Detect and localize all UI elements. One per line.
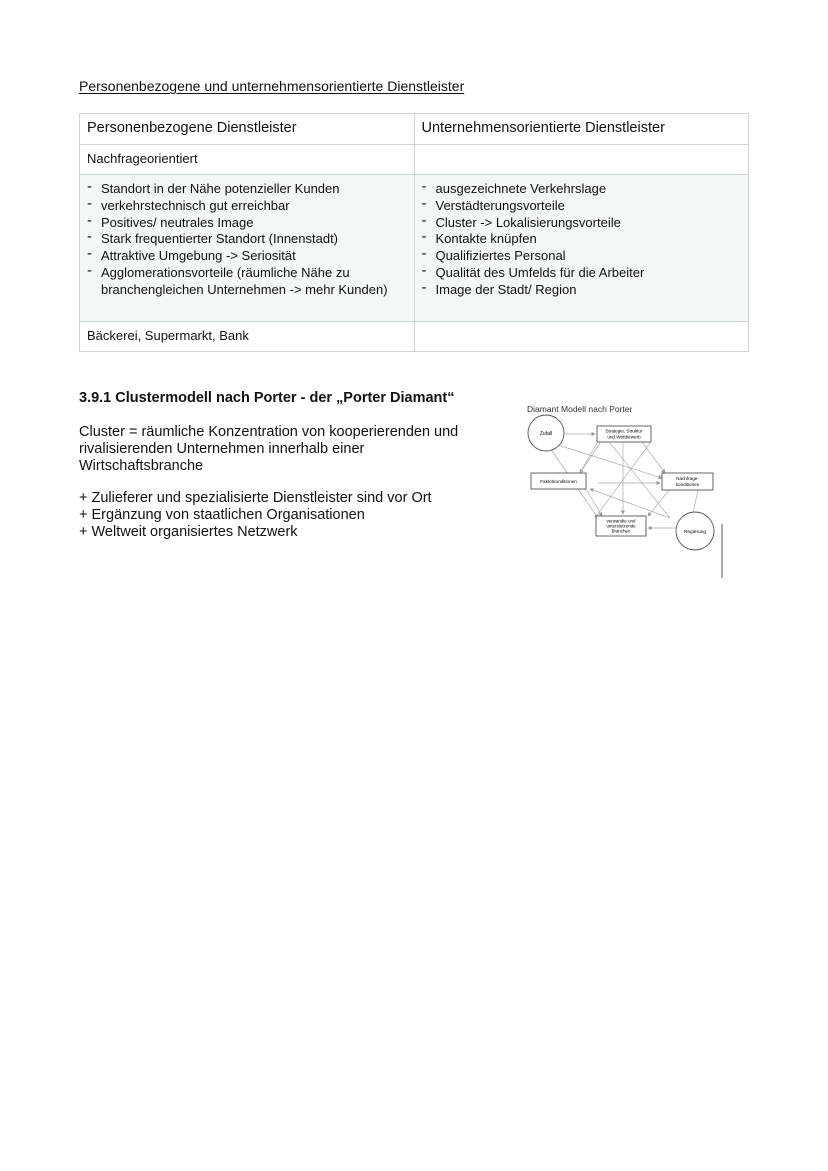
list-item: - Qualität des Umfelds für die Arbeiter — [422, 265, 742, 282]
porter-diamond-diagram — [520, 398, 730, 580]
node-verwandt-label-3: Branchen — [611, 528, 631, 534]
right-criteria-list — [422, 181, 742, 299]
empty-cell — [414, 322, 749, 352]
list-item: + Weltweit organisiertes Netzwerk — [79, 524, 432, 541]
list-item: - Attraktive Umgebung -> Seriosität — [87, 248, 407, 265]
list-item: - Kontakte knüpfen — [422, 231, 742, 248]
node-zufall-label: Zufall — [539, 431, 553, 437]
table-header-row — [80, 114, 749, 145]
node-nachfrage-label-2: konditionen — [675, 482, 700, 487]
list-item: - Agglomerationsvorteile (räumliche Nähe zu branchengleichen Unternehmen -> mehr Kunden) — [87, 265, 407, 299]
node-nachfrage-label-1: Nachfrage- — [676, 476, 699, 481]
list-item: - Standort in der Nähe potenzieller Kunden — [87, 181, 407, 198]
list-item: - Image der Stadt/ Region — [422, 282, 742, 299]
table-row — [80, 145, 749, 175]
row-label-orientation: Nachfrageorientiert — [80, 145, 415, 175]
empty-cell — [414, 145, 749, 175]
list-item: - Verstädterungsvorteile — [422, 198, 742, 215]
node-verwandt-label-2: unterstützende — [606, 523, 636, 529]
column-header-personal: Personenbezogene Dienstleister — [80, 114, 415, 145]
node-faktor-label: Faktorkonditionen — [540, 479, 577, 484]
node-strategie-label-2: und Wettbewerb — [607, 434, 641, 440]
right-list-cell — [414, 175, 749, 322]
table-row — [80, 322, 749, 352]
list-item: - Qualifiziertes Personal — [422, 248, 742, 265]
list-item: + Zulieferer und spezialisierte Dienstleister sind vor Ort — [79, 490, 432, 507]
list-item: - ausgezeichnete Verkehrslage — [422, 181, 742, 198]
list-item: + Ergänzung von staatlichen Organisationen — [79, 507, 432, 524]
list-item: - Stark frequentierter Standort (Innenstadt) — [87, 231, 407, 248]
left-criteria-list — [87, 181, 407, 299]
list-item: - Positives/ neutrales Image — [87, 215, 407, 232]
diagram-title: Diamant Modell nach Porter — [527, 404, 633, 414]
cluster-definition: Cluster = räumliche Konzentration von kooperierenden und rivalisierenden Unternehmen innerhalb einer Wirtschaftsbranche — [79, 424, 459, 474]
service-provider-table — [79, 113, 749, 352]
list-item: - Cluster -> Lokalisierungsvorteile — [422, 215, 742, 232]
page-heading: Personenbezogene und unternehmensorientierte Dienstleister — [79, 78, 465, 94]
node-strategie-label-1: Strategie, Struktur — [605, 428, 643, 434]
column-header-business: Unternehmensorientierte Dienstleister — [414, 114, 749, 145]
section-title: 3.9.1 Clustermodell nach Porter - der „Porter Diamant“ — [79, 390, 455, 406]
examples-cell: Bäckerei, Supermarkt, Bank — [80, 322, 415, 352]
node-regierung-label: Regierung — [683, 530, 707, 535]
cluster-advantages-list — [79, 490, 432, 540]
list-item: - verkehrstechnisch gut erreichbar — [87, 198, 407, 215]
left-list-cell — [80, 175, 415, 322]
table-row — [80, 175, 749, 322]
node-verwandt-label-1: verwandte und — [606, 518, 636, 524]
